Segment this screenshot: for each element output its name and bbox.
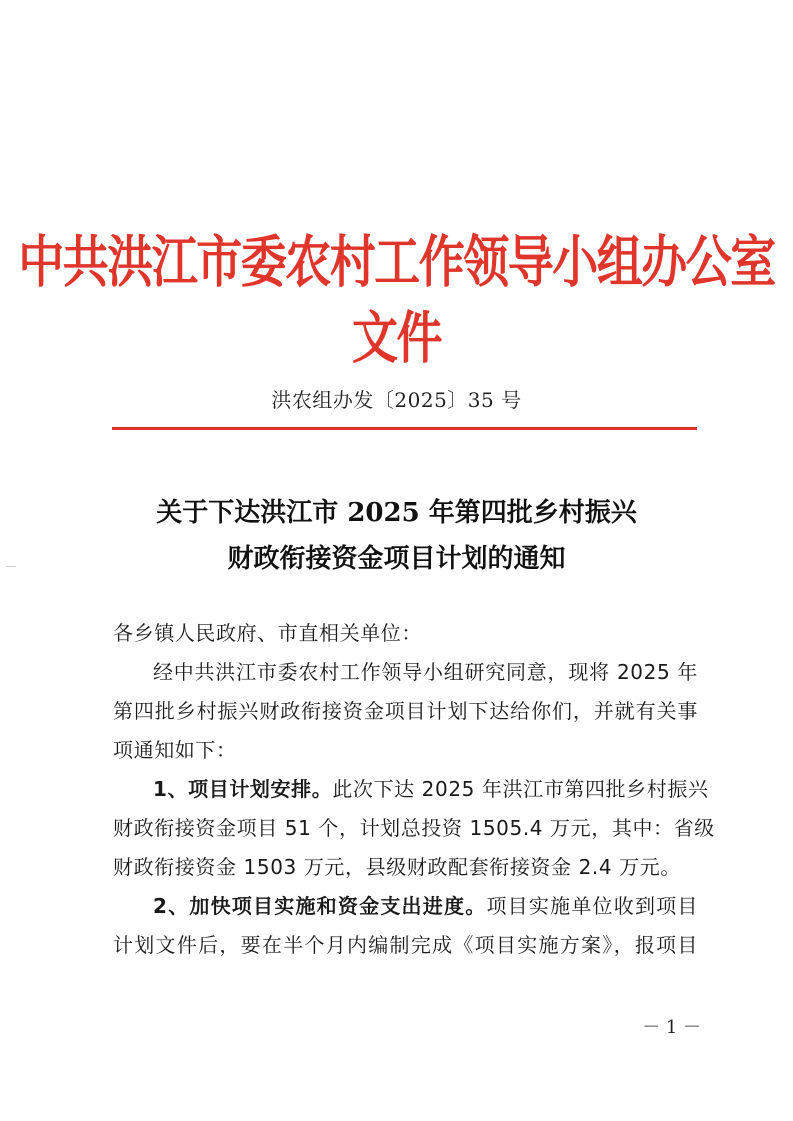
item1-heading: 1、项目计划安排。 [153, 777, 333, 801]
issuer-header: 中共洪江市委农村工作领导小组办公室文件 [18, 229, 775, 371]
item1-line-3: 财政衔接资金 1503 万元，县级财政配套衔接资金 2.4 万元。 [113, 855, 681, 879]
item2-text-1: 项目实施单位收到项目 [486, 894, 699, 918]
salutation: 各乡镇人民政府、市直相关单位： [113, 621, 422, 645]
intro-line-3: 项通知如下： [113, 738, 237, 762]
title-line-2: 财政衔接资金项目计划的通知 [227, 544, 566, 574]
scan-artifact [6, 566, 16, 567]
item2-line-1 [113, 887, 698, 926]
intro-line-1: 经中共洪江市委农村工作领导小组研究同意，现将 2025 年 [153, 660, 698, 684]
page-number: － 1 － [642, 1017, 701, 1038]
document-number: 洪农组办发〔2025〕35 号 [271, 388, 522, 412]
item2-heading: 2、加快项目实施和资金支出进度。 [153, 894, 487, 918]
document-title [0, 490, 793, 582]
red-divider-line [112, 427, 697, 430]
item2-line-2: 计划文件后，要在半个月内编制完成《项目实施方案》，报项目 [113, 933, 698, 957]
item1-text-1: 此次下达 2025 年洪江市第四批乡村振兴 [332, 777, 709, 801]
intro-line-2: 第四批乡村振兴财政衔接资金项目计划下达给你们，并就有关事 [113, 699, 698, 723]
item1-line-2: 财政衔接资金项目 51 个，计划总投资 1505.4 万元，其中：省级 [113, 816, 715, 840]
title-line-1: 关于下达洪江市 2025 年第四批乡村振兴 [156, 498, 637, 528]
item1-line-1 [113, 770, 709, 809]
document-body [113, 614, 715, 965]
